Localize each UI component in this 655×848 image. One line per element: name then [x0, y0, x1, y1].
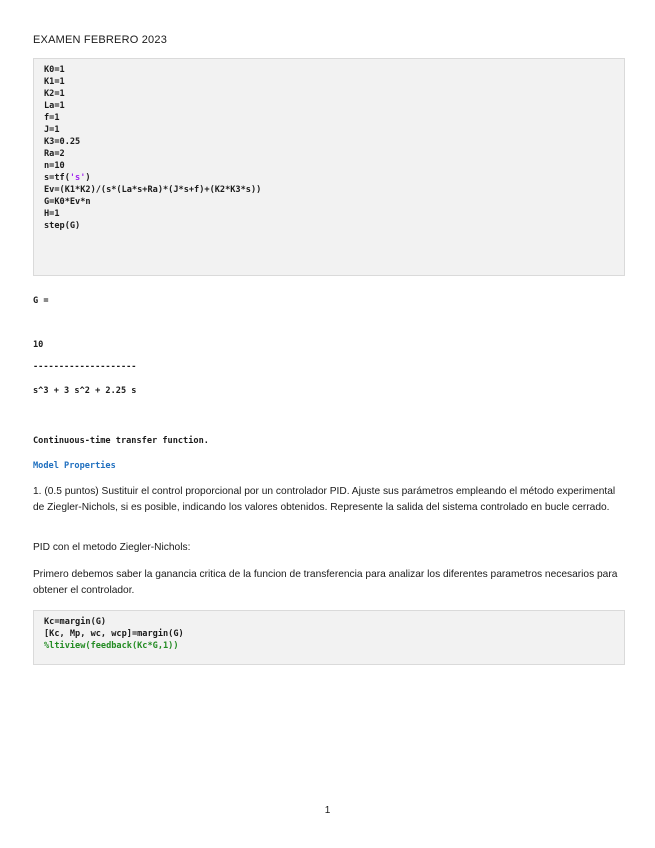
- code-text: K1=1: [44, 77, 65, 87]
- code-line: [44, 88, 624, 100]
- code-text: Ra=2: [44, 149, 65, 159]
- code-line: [44, 100, 624, 112]
- code-text: Kc=margin(G): [44, 617, 107, 627]
- code-line: [44, 76, 624, 88]
- pid-intro-text: Primero debemos saber la ganancia critica de la funcion de transferencia para analizar los diferentes parametros necesarios para obtener el controlador.: [33, 569, 618, 596]
- code-text: K0=1: [44, 65, 65, 75]
- code-text: K3=0.25: [44, 137, 81, 147]
- output-denominator: s^3 + 3 s^2 + 2.25 s: [33, 386, 137, 396]
- code-line: [44, 148, 624, 160]
- code-text: Ev=(K1*K2)/(s*(La*s+Ra)*(J*s+f)+(K2*K3*s)): [44, 185, 262, 195]
- code-text: f=1: [44, 113, 60, 123]
- code-comment: %ltiview(feedback(Kc*G,1)): [44, 641, 179, 651]
- code-line: [44, 124, 624, 136]
- code-string: 's': [69, 173, 86, 183]
- code-text: G=K0*Ev*n: [44, 197, 91, 207]
- code-text: ): [85, 173, 91, 183]
- code-line: [44, 136, 624, 148]
- code-text: K2=1: [44, 89, 65, 99]
- code-text: n=10: [44, 161, 65, 171]
- pid-heading: PID con el metodo Ziegler-Nichols:: [33, 542, 191, 553]
- code-text: [Kc, Mp, wc, wcp]=margin(G): [44, 629, 184, 639]
- output-numerator: 10: [33, 340, 44, 350]
- code-text: s=tf(: [44, 173, 70, 183]
- code-text: La=1: [44, 101, 65, 111]
- code-text: H=1: [44, 209, 60, 219]
- output-g-label: G =: [33, 296, 49, 306]
- code-line: [44, 616, 624, 628]
- code-text: step(G): [44, 221, 81, 231]
- page-number: 1: [324, 805, 331, 816]
- output-fraction-bar: --------------------: [33, 362, 137, 372]
- code-line: [44, 172, 624, 184]
- code-line: [44, 184, 624, 196]
- code-block-1: [33, 58, 625, 276]
- document-title: EXAMEN FEBRERO 2023: [33, 34, 168, 46]
- code-line: [44, 196, 624, 208]
- question-1-text: 1. (0.5 puntos) Sustituir el control proporcional por un controlador PID. Ajuste sus parámetros empleando el método experimental de Ziegler-Nichols, si es posible, indicando los valores obtenidos. Represente la salida del sistema controlado en bucle cerrado.: [33, 486, 616, 513]
- model-properties-link[interactable]: Model Properties: [33, 461, 116, 471]
- code-line: [44, 112, 624, 124]
- output-tf-type: Continuous-time transfer function.: [33, 436, 209, 446]
- code-line: [44, 208, 624, 220]
- code-block-2: [33, 610, 625, 665]
- code-text: J=1: [44, 125, 60, 135]
- code-line: [44, 160, 624, 172]
- code-line: [44, 220, 624, 232]
- code-line: [44, 628, 624, 640]
- code-line: [44, 640, 624, 652]
- code-line: [44, 64, 624, 76]
